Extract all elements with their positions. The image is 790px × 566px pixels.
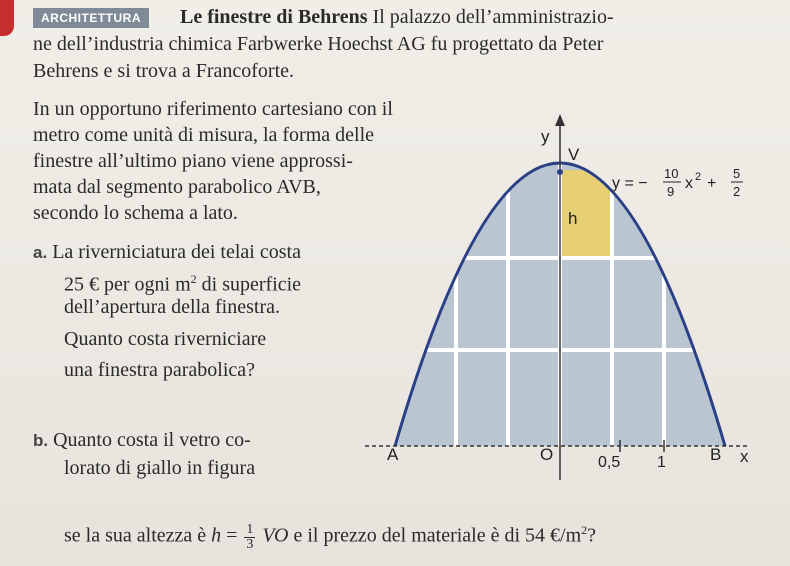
question-a-exp: 2 [190,272,197,286]
equation-frac-num: 10 [664,166,679,181]
equation-x: x [685,175,693,192]
question-b-exp: 2 [581,523,588,537]
question-b-marker: b. [33,431,49,450]
intro-line-1: Il palazzo dell’amministrazio- [372,6,614,28]
equals-sign: = [226,524,238,547]
label-b: B [710,445,722,464]
question-b-text-4: e il prezzo del materiale è di 54 €/m [293,524,582,547]
fraction-numerator: 1 [246,521,254,537]
question-b-text-3: se la sua altezza è [64,524,207,547]
question-b-text-1: Quanto costa il vetro co- [53,429,251,451]
question-b-end: ? [587,524,597,547]
equation-frac-den: 9 [667,184,675,199]
label-tick-1: 1 [657,454,666,471]
equation-frac2-num: 5 [733,166,741,181]
label-h: h [568,209,578,228]
question-a-text-3: di superficie [201,273,302,296]
label-x: x [740,447,749,466]
equation-exp: 2 [695,171,702,183]
question-a-marker: a. [33,243,48,262]
equation-plus: + [707,175,717,192]
label-o: O [540,445,554,464]
equation-lhs: y = − [612,175,648,192]
body-line-5: secondo lo schema a lato. [33,202,238,224]
question-a-line-4: Quanto costa riverniciare [64,328,267,350]
problem-title: Le finestre di Behrens [180,6,368,28]
body-line-3: finestre all’ultimo piano viene approssi- [33,150,353,172]
intro-line-3: Behrens e si trova a Francoforte. [33,60,295,82]
y-axis-arrow [555,114,565,126]
segment-vo: VO [262,524,289,547]
question-a-line-3: dell’apertura della finestra. [64,296,280,318]
question-a-line-5: una finestra parabolica? [64,359,256,381]
fraction-denominator: 3 [246,536,254,552]
question-a-text-1: La riverniciatura dei telai costa [52,241,301,263]
question-b-line-2: lorato di giallo in figura [64,457,256,479]
label-a: A [387,445,399,464]
equation-frac2-den: 2 [733,184,741,199]
intro-line-2: ne dell’industria chimica Farbwerke Hoechst AG fu progettato da Peter [33,33,604,55]
body-line-4: mata dal segmento parabolico AVB, [33,176,321,198]
body-line-2: metro come unità di misura, la forma delle [33,124,374,146]
parabola-equation [612,166,743,199]
height-symbol: h [211,524,222,547]
body-line-1: In un opportuno riferimento cartesiano con il [33,98,393,120]
label-v: V [568,145,580,164]
label-y: y [541,127,550,146]
vertex-v-point [557,169,563,175]
section-badge: ARCHITETTURA [33,8,149,28]
question-a-text-2: 25 € per ogni m [64,273,191,296]
label-tick-05: 0,5 [598,454,621,471]
